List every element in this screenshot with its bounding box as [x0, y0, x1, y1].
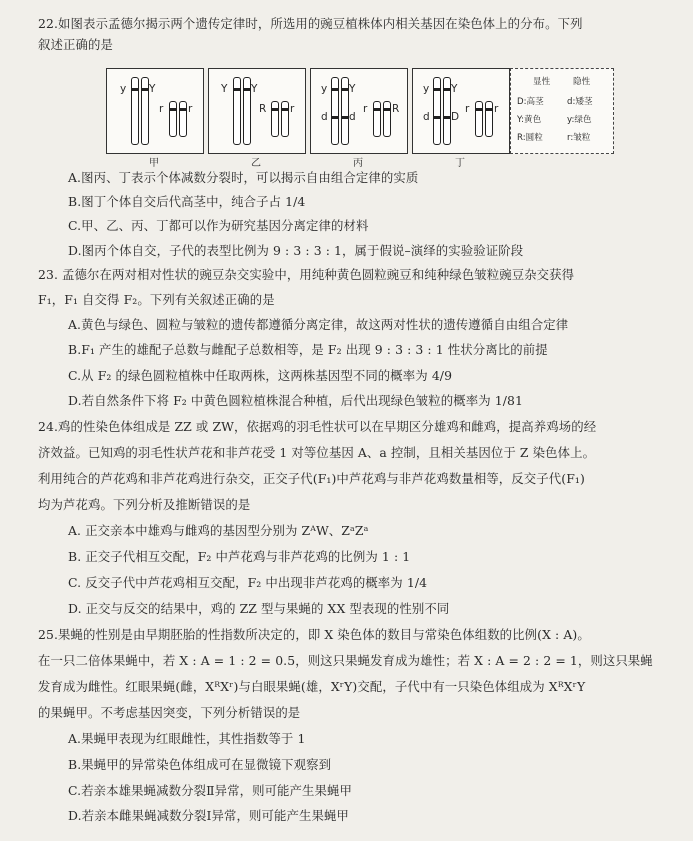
gene-label: Y: [221, 83, 228, 95]
cell-label-yi: 乙: [251, 158, 261, 169]
q25-option-c: C.若亲本雄果蝇减数分裂Ⅱ异常，则可能产生果蝇甲: [68, 783, 353, 798]
q25-stem-line-4: 的果蝇甲。不考虑基因突变，下列分析错误的是: [38, 705, 301, 720]
q23-stem-line-1: 23. 孟德尔在两对相对性状的豌豆杂交实验中，用纯种黄色圆粒豌豆和纯种绿色皱粒豌豆杂交获得: [38, 267, 575, 282]
gene-label: d: [349, 111, 356, 123]
gene-label: y: [321, 83, 328, 95]
gene-label: Y: [149, 83, 156, 95]
q22-stem-line-1: 22.如图表示孟德尔揭示两个遗传定律时，所选用的豌豆植株体内相关基因在染色体上的分布。下列: [38, 16, 583, 31]
q22-stem-line-2: 叙述正确的是: [38, 37, 113, 52]
q23-option-b: B.F₁ 产生的雄配子总数与雌配子总数相等，是 F₂ 出现 9 : 3 : 3 : 1 性状分离比的前提: [68, 342, 548, 357]
q24-option-c: C. 反交子代中芦花鸡相互交配，F₂ 中出现非芦花鸡的概率为 1/4: [68, 575, 428, 590]
gene-label: r: [465, 103, 470, 115]
legend-cell: y:绿色: [567, 115, 592, 125]
legend-header-recessive: 隐性: [573, 77, 591, 87]
q22-chromosome-figure: [106, 68, 614, 169]
gene-label: r: [159, 103, 164, 115]
q24-stem-line-2: 济效益。已知鸡的羽毛性状芦花和非芦花受 1 对等位基因 A、a 控制，且相关基因位于 Z 染色体上。: [38, 445, 596, 460]
legend-cell: d:矮茎: [567, 97, 593, 107]
q25-stem-line-1: 25.果蝇的性别是由早期胚胎的性指数所决定的，即 X 染色体的数目与常染色体组数的比例(X : A)。: [38, 627, 590, 642]
gene-label: Y: [251, 83, 258, 95]
cell-label-jia: 甲: [149, 158, 159, 169]
q25-option-b: B.果蝇甲的异常染色体组成可在显微镜下观察到: [68, 757, 332, 772]
gene-label: Y: [451, 83, 458, 95]
legend-cell: D:高茎: [517, 97, 544, 107]
q24-stem-line-1: 24.鸡的性染色体组成是 ZZ 或 ZW，依据鸡的羽毛性状可以在早期区分雄鸡和雌鸡，提高养鸡场的经: [38, 419, 597, 434]
legend-cell: Y:黄色: [517, 115, 542, 125]
gene-label: y: [423, 83, 430, 95]
gene-label: d: [321, 111, 328, 123]
cell-ding: [412, 68, 510, 154]
q25-option-a: A.果蝇甲表现为红眼雌性，其性指数等于 1: [68, 731, 306, 746]
legend-cell: r:皱粒: [567, 133, 591, 143]
q22-option-c: C.甲、乙、丙、丁都可以作为研究基因分离定律的材料: [68, 218, 369, 233]
gene-label: Y: [349, 83, 356, 95]
q23-option-c: C.从 F₂ 的绿色圆粒植株中任取两株，这两株基因型不同的概率为 4/9: [68, 368, 453, 383]
q22-option-d: D.图丙个体自交，子代的表型比例为 9 : 3 : 3 : 1，属于假说–演绎的实验验证阶段: [68, 243, 524, 258]
gene-label: R: [392, 103, 400, 115]
gene-label: r: [188, 103, 193, 115]
q23-option-a: A.黄色与绿色、圆粒与皱粒的遗传都遵循分离定律，故这两对性状的遗传遵循自由组合定律: [68, 317, 569, 332]
q24-option-a: A. 正交亲本中雄鸡与雌鸡的基因型分别为 ZᴬW、ZᵃZᵃ: [68, 523, 369, 538]
gene-label: d: [423, 111, 430, 123]
cell-jia: [106, 68, 204, 154]
q24-stem-line-3: 利用纯合的芦花鸡和非芦花鸡进行杂交，正交子代(F₁)中芦花鸡与非芦花鸡数量相等，反交子代(F₁): [38, 471, 585, 486]
q24-stem-line-4: 均为芦花鸡。下列分析及推断错误的是: [38, 497, 251, 512]
gene-label: D: [451, 111, 460, 123]
q24-option-d: D. 正交与反交的结果中，鸡的 ZZ 型与果蝇的 XX 型表现的性别不同: [68, 601, 450, 616]
q23-option-d: D.若自然条件下将 F₂ 中黄色圆粒植株混合种植，后代出现绿色皱粒的概率为 1/81: [68, 393, 523, 408]
gene-label: r: [494, 103, 499, 115]
cell-label-bing: 丙: [353, 158, 363, 169]
cell-yi: [208, 68, 306, 154]
q23-stem-line-2: F₁，F₁ 自交得 F₂。下列有关叙述正确的是: [38, 292, 275, 307]
cell-label-ding: 丁: [455, 158, 465, 169]
gene-label: r: [290, 103, 295, 115]
gene-label: y: [120, 83, 127, 95]
gene-label: r: [363, 103, 368, 115]
q22-option-a: A.图丙、丁表示个体减数分裂时，可以揭示自由组合定律的实质: [68, 170, 419, 185]
legend-header-dominant: 显性: [533, 77, 551, 87]
q25-stem-line-2: 在一只二倍体果蝇中，若 X : A = 1 : 2 = 0.5，则这只果蝇发育成为雄性；若 X : A = 2 : 2 = 1，则这只果蝇: [38, 653, 653, 668]
q25-option-d: D.若亲本雌果蝇减数分裂Ⅰ异常，则可能产生果蝇甲: [68, 808, 349, 823]
q25-stem-line-3: 发育成为雌性。红眼果蝇(雌，XᴿXʳ)与白眼果蝇(雄，XʳY)交配，子代中有一只染色体组成为 XᴿXʳY: [38, 679, 586, 694]
q24-option-b: B. 正交子代相互交配，F₂ 中芦花鸡与非芦花鸡的比例为 1 : 1: [68, 549, 411, 564]
gene-label: R: [259, 103, 267, 115]
legend-cell: R:圆粒: [517, 133, 543, 143]
q22-option-b: B.图丁个体自交后代高茎中，纯合子占 1/4: [68, 194, 306, 209]
gene-legend: [510, 68, 614, 154]
cell-bing: [310, 68, 408, 154]
